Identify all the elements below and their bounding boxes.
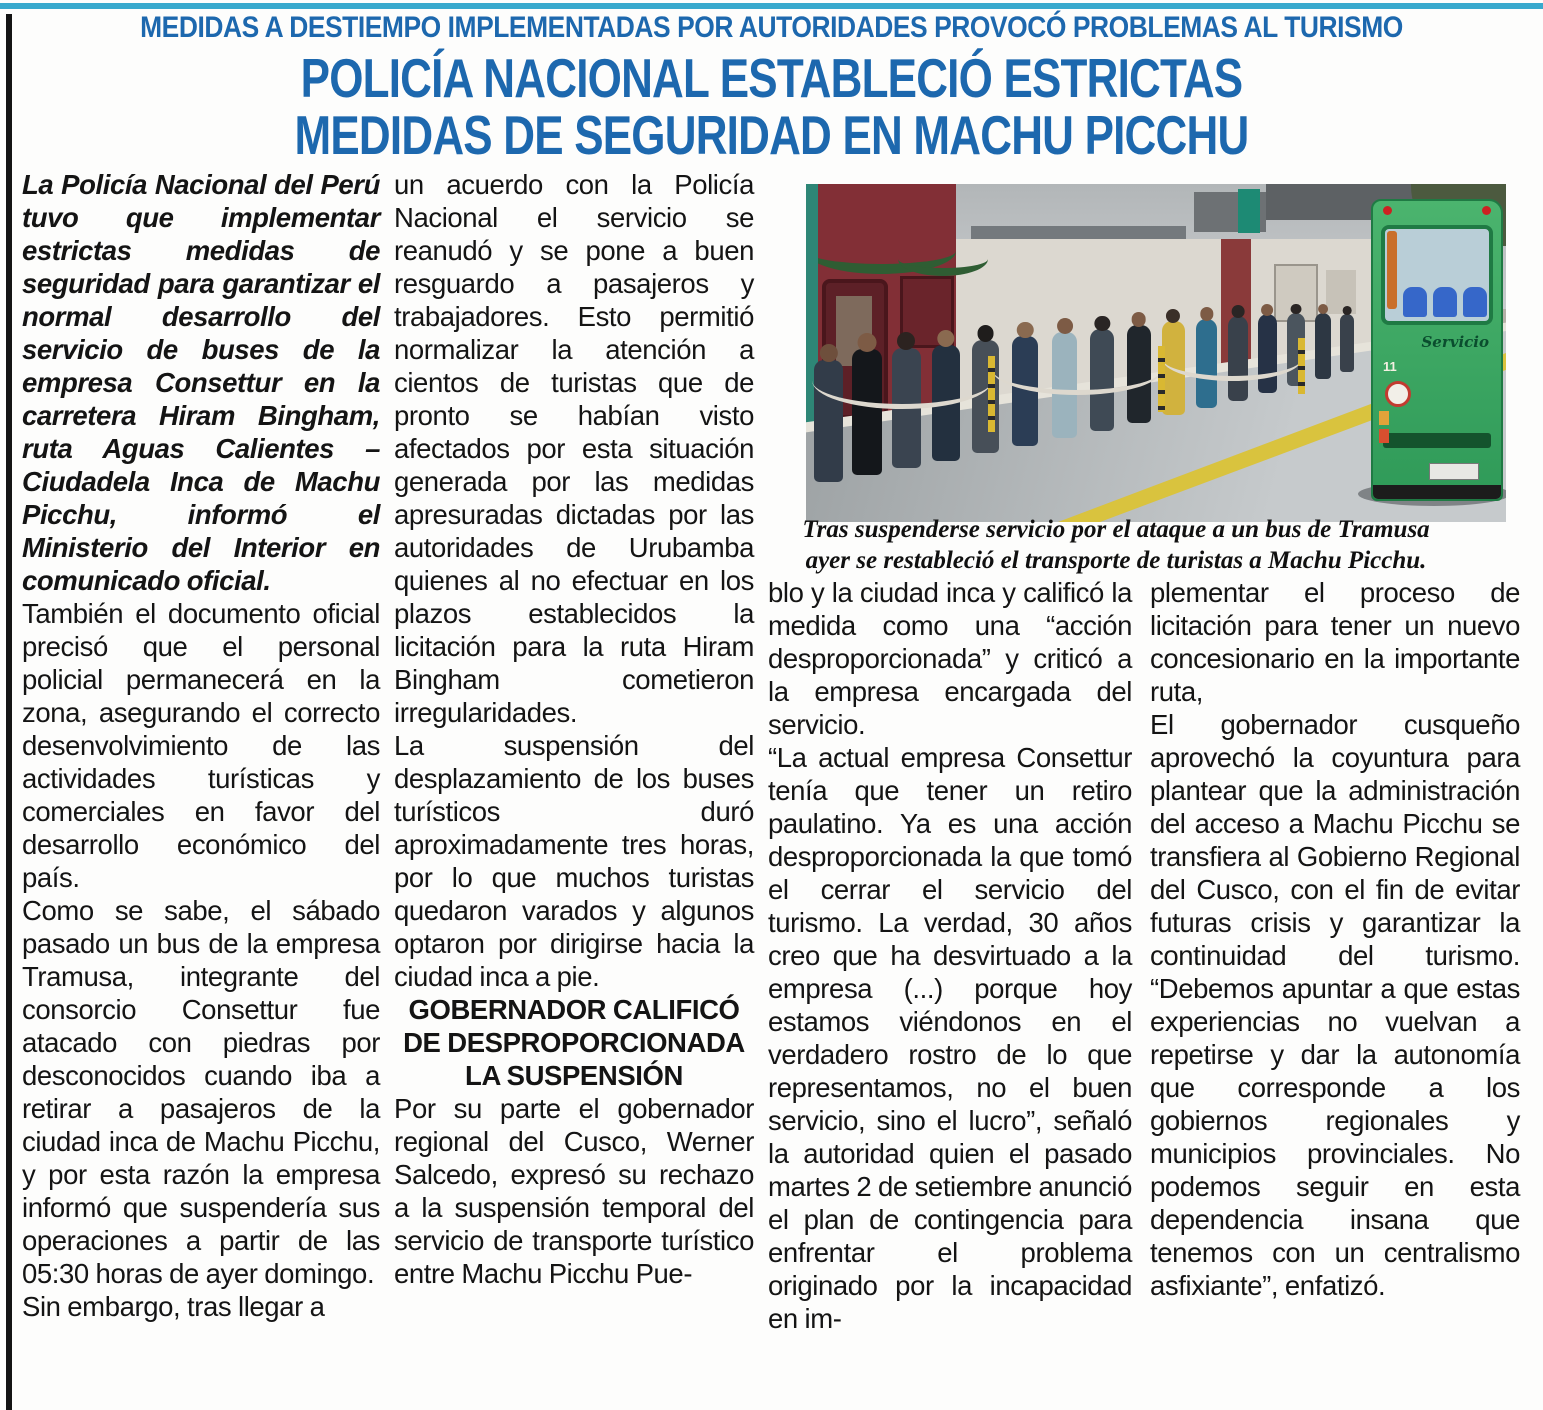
paragraph: Sin embargo, tras llegar a: [22, 1291, 325, 1322]
article-header: [0, 8, 1543, 164]
paragraph: Como se sabe, el sábado pasado un bus de la empresa Tramusa, integrante del consorcio Consettur fue atacado con piedras por desconocidos cuando iba a retirar a pasajeros de la ciudad inca de Machu Picchu, y por esta razón la empresa informó que suspendería sus operaciones a partir de las 05:30 horas de ayer domingo.: [22, 895, 380, 1289]
bus-marker-light: [1383, 206, 1392, 215]
bus-tail-light: [1379, 429, 1389, 443]
green-bus: [1371, 199, 1503, 501]
bus-emblem-icon: [1385, 381, 1411, 407]
bus-tail-light: [1379, 411, 1389, 425]
paragraph: Por su parte el gobernador regional del Cusco, Werner Salcedo, expresó su rechazo a la suspensión temporal del servicio de transporte turístico entre Machu Picchu Pue-: [394, 1093, 754, 1289]
photo-garland: [898, 242, 988, 276]
column-3: [768, 576, 1132, 1335]
rope-barrier: [992, 344, 1162, 395]
lead-paragraph: La Policía Nacional del Perú tuvo que implementar estrictas medidas de seguridad para garantizar el normal desarrollo del servicio de buses de la empresa Consettur en la carretera Hiram Bingham, ruta Aguas Calientes – Ciudadela Inca de Machu Picchu, informó el Ministerio del Interior en comunicado oficial.: [22, 169, 380, 596]
barrier-post: [1158, 346, 1165, 412]
bus-service-label: Servicio: [1421, 333, 1489, 351]
bus-brand-band: [1383, 433, 1491, 448]
news-photo: [806, 184, 1506, 522]
bus-seat: [1463, 287, 1487, 317]
bus-rear-window: [1381, 225, 1493, 325]
headline-line-1: POLICÍA NACIONAL ESTABLECIÓ ESTRICTAS: [300, 47, 1243, 109]
person-silhouette: [1315, 313, 1331, 379]
paragraph: La suspensión del desplazamiento de los buses turísticos duró aproximadamente tres horas, por lo que muchos turistas quedaron varados y algunos optaron por dirigirse hacia la ciudad inca a pie.: [394, 730, 754, 992]
paragraph: También el documento oficial precisó que el personal policial permanecerá en la zona, asegurando el correcto desenvolvimiento de las actividades turísticas y comerciales en favor del desarrollo económico del país.: [22, 598, 380, 893]
headline-line-2: MEDIDAS DE SEGURIDAD EN MACHU PICCHU: [294, 104, 1249, 166]
section-subheading: GOBERNADOR CALIFICÓ DE DESPROPORCIONADA LA SUSPENSIÓN: [403, 994, 745, 1091]
column-4: [1150, 576, 1520, 1302]
photo-street-sign: [1238, 189, 1260, 233]
bus-number: 11: [1383, 359, 1397, 374]
headline: [0, 47, 1543, 166]
paragraph: blo y la ciudad inca y calificó la medida como una “acción desproporcionada” y criticó a la empresa encargada del servicio.: [768, 577, 1132, 740]
barrier-post: [988, 356, 995, 432]
kicker: MEDIDAS A DESTIEMPO IMPLEMENTADAS POR AUTORIDADES PROVOCÓ PROBLEMAS AL TURISMO: [140, 11, 1403, 44]
paragraph: El gobernador cusqueño aprovechó la coyuntura para plantear que la administración del acceso a Machu Picchu se transfiera al Gobierno Regional del Cusco, con el fin de evitar futuras crisis y garantizar la continuidad del turismo. “Debemos apuntar a que estas experiencias no vuelvan a repetirse y dar la autonomía que corresponde a los gobiernos regionales y municipios provinciales. No podemos seguir en esta dependencia insana que tenemos con un centralismo asfixiante”, enfatizó.: [1150, 709, 1520, 1301]
paragraph: plementar el proceso de licitación para tener un nuevo concesionario en la importante ruta,: [1150, 577, 1520, 707]
bus-license-plate: [1429, 463, 1479, 480]
rope-barrier: [812, 352, 992, 409]
rope-barrier: [1162, 336, 1302, 381]
column-1: [22, 168, 380, 1323]
photo-caption: Tras suspenderse servicio por el ataque a un bus de Tramusa ayer se restableció el transporte de turistas a Machu Picchu.: [802, 516, 1430, 574]
left-column-rule: [6, 14, 12, 1410]
bus-bumper: [1373, 485, 1501, 499]
bus-seat: [1403, 287, 1427, 317]
column-2: [394, 168, 754, 1290]
barrier-post: [1298, 338, 1305, 394]
paragraph: un acuerdo con la Policía Nacional el servicio se reanudó y se pone a buen resguardo a pasajeros y trabajadores. Esto permitió normalizar la atención a cientos de turistas que de pronto se habían visto afectados por esta situación generada por las medidas apresuradas dictadas por las autoridades de Urubamba quienes al no efectuar en los plazos establecidos la licitación para la ruta Hiram Bingham cometieron irregularidades.: [394, 169, 754, 728]
bus-seat: [1433, 287, 1457, 317]
paragraph: “La actual empresa Consettur tenía que tener un retiro paulatino. Ya es una acción desproporcionada la que tomó el cerrar el servicio del turismo. La verdad, 30 años creo que ha desvirtuado a la empresa (...) porque hoy estamos viéndonos en el verdadero rostro de lo que representamos, no el buen servicio, sino el lucro”, señaló la autoridad quien el pasado martes 2 de setiembre anunció el plan de contingencia para enfrentar el problema originado por la incapacidad en im-: [768, 742, 1132, 1334]
photo-poster: [1326, 270, 1356, 314]
bus-marker-light: [1482, 206, 1491, 215]
person-silhouette: [1340, 314, 1354, 372]
bus-curtain: [1387, 231, 1397, 309]
